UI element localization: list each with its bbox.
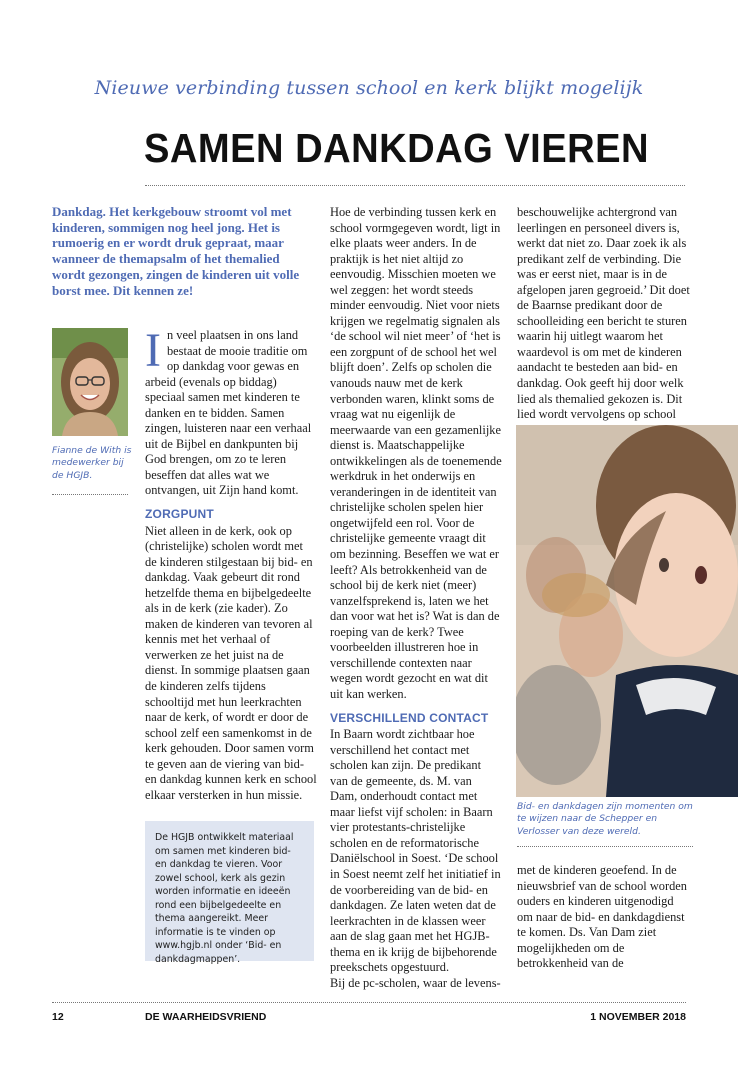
column-3-bottom [517, 863, 689, 972]
column-3-top [517, 205, 693, 423]
col3-paragraph-1: beschouwelijke achtergrond van leerlingen en personeel divers is, werkt dat niet zo. Daar zoek ik als predikant zelf de verbinding. Die was er eerst niet, maar is in de afgelopen jaren gegroeid.’ Dit doet de Baarnse predikant door de schoolleiding een bericht te sturen waarin hij uitlegt waarom het waardevol is om met de kinderen aandacht te besteden aan bid- en dankdag. Ook geeft hij door welk lied als themalied gekozen is. Dit lied wordt vervolgens op school [517, 205, 690, 422]
info-box: De HGJB ontwikkelt materiaal om samen met kinderen bid- en dankdag te vieren. Voor zowel school, kerk als gezin worden informatie en ideeën rond een bijbelgedeelte en thema aangereikt. Meer informatie is te vinden op www.hgjb.nl onder ‘Bid- en dankdagmappen’. [145, 821, 314, 961]
subhead-verschillend-contact: VERSCHILLEND CONTACT [330, 710, 489, 725]
col3-paragraph-2: met de kinderen geoefend. In de nieuwsbrief van de school worden ouders en kinderen uitgenodigd om naar de bid- en dankdagdienst te komen. Ds. Van Dam ziet mogelijkheden om de betrokkenheid van de [517, 863, 687, 971]
footer-divider [52, 1002, 686, 1003]
column-1 [145, 324, 317, 803]
col2-paragraph-2: In Baarn wordt zichtbaar hoe verschillend het contact met scholen kan zijn. De predikant van de gemeente, ds. M. van Dam, onderhoudt contact met maar liefst vijf scholen: in Baarn vier protestants-christelijke scholen en de reformatorische Daniëlschool in Soest. ‘De school in Soest neemt zelf het initiatief in de voorbereiding van de bid- en dankdagen. Ze laten weten dat de leerkrachten in de klassen weer aan de slag gaan met het HGJB-thema en ik krijg de bijbehorende preekschets opgestuurd. [330, 727, 501, 975]
article-kicker: Nieuwe verbinding tussen school en kerk blijkt mogelijk [94, 77, 644, 99]
col1-paragraph-1: n veel plaatsen in ons land bestaat de mooie traditie om op dankdag voor gewas en arbeid (evenals op biddag) speciaal samen met kinderen te danken en te bidden. Samen zingen, luisteren naar een verhaal uit de Bijbel en dankpunten bij God brengen, om zo te leren beseffen dat alles wat we ontvangen, uit Zijn hand komt. [145, 328, 312, 498]
author-photo [52, 328, 128, 436]
title-divider [145, 185, 685, 186]
children-singing-photo [516, 425, 738, 797]
caption-divider [52, 494, 128, 495]
article-intro: Dankdag. Het kerkgebouw stroomt vol met kinderen, sommigen nog heel jong. Het is rumoerig en er wordt druk gepraat, maar wanneer de themapsalm of het themalied wordt gezongen, zingen de kinderen uit volle borst mee. Dit kennen ze! [52, 204, 300, 298]
publication-name: DE WAARHEIDSVRIEND [145, 1011, 267, 1023]
col1-paragraph-2: Niet alleen in de kerk, ook op (christelijke) scholen wordt met de kinderen stilgestaan bij bid- en dankdag. Vaak gebeurt dit rond hetzelfde thema en bijbelgedeelte als in de kerk (zie kader). Zo maken de kinderen van tevoren al kennis met het verhaal of verwerken ze het juist na de dienst. In sommige plaatsen gaan de kinderen zelfs tijdens schooltijd met hun leerkrachten naar de kerk, of wordt er door de school zelf een samenkomst in de kerk gehouden. Door samen vorm te geven aan de viering van bid- en dankdag kunnen kerk en school elkaar versterken in hun missie. [145, 523, 317, 802]
column-2 [330, 205, 502, 991]
photo-caption-divider [517, 846, 693, 847]
col2-paragraph-1: Hoe de verbinding tussen kerk en school vormgegeven wordt, ligt in elke plaats weer anders. In de praktijk is het niet altijd zo eenvoudig. Misschien moeten we wel zeggen: het wordt steeds minder eenvoudig. Niet voor niets krijgen we regelmatig signalen als ‘de school wil niet meer’ of ‘het is een zorgpunt of de school het wel blijft doen’. Zelfs op scholen die vanouds nauw met de kerk verbonden waren, klinkt soms de vraag wat nu eigenlijk de meerwaarde van een gezamenlijke dienst is. Maatschappelijke ontwikkelingen als de toenemende werkdruk in het onderwijs en veranderingen in de identiteit van christelijke scholen spelen hier ongetwijfeld een rol. Voor de christelijke gemeente vraagt dit om bezinning. Beseffen we wat er leeft? Als betrokkenheid van de school bij de kerk niet (meer) vanzelfsprekend is, laten we het dan voor wat het is? Wat is dan de roeping van de kerk? Twee voorbeelden illustreren hoe in verschillende contexten naar wegen wordt gezocht en wat dit uit kan werken. [330, 205, 502, 701]
page-number: 12 [52, 1011, 64, 1023]
author-caption: Fianne de With is medewerker bij de HGJB. [52, 445, 132, 481]
article-title: SAMEN DANKDAG VIEREN [144, 125, 650, 171]
drop-cap: I [145, 324, 161, 377]
issue-date: 1 NOVEMBER 2018 [590, 1011, 686, 1023]
subhead-zorgpunt: ZORGPUNT [145, 507, 214, 522]
photo-caption: Bid- en dankdagen zijn momenten om te wijzen naar de Schepper en Verlosser van deze wereld. [517, 801, 693, 837]
col2-paragraph-3: Bij de pc-scholen, waar de levens- [330, 975, 501, 990]
